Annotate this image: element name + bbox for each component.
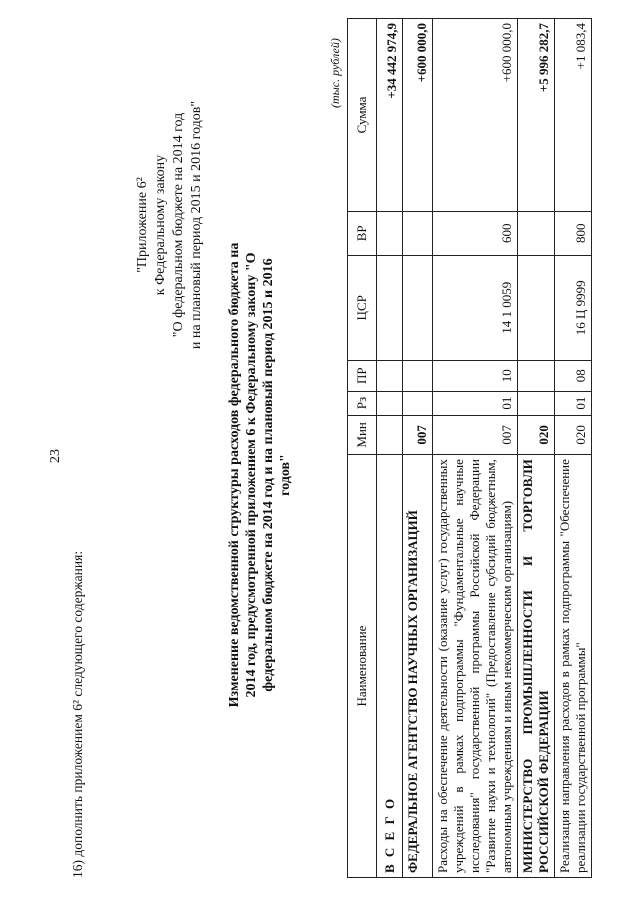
rotated-page — [48, 18, 618, 878]
document-title: Изменение ведомственной структуры расходов федерального бюджета на 2014 год, предусмотренной приложением 6 к Федеральному закону "О федеральном бюджете на 2014 год и на плановый период 2015 и 2016 годов" — [227, 242, 293, 708]
row-name: ФЕДЕРАЛЬНОЕ АГЕНТСТВО НАУЧНЫХ ОРГАНИЗАЦИЙ — [403, 455, 433, 878]
row-csr: 16 Ц 9999 — [555, 255, 592, 360]
table-row — [433, 19, 518, 878]
row-min: 007 — [433, 415, 518, 454]
col-header-vr: ВР — [348, 211, 377, 255]
row-name: Реализация направления расходов в рамках подпрограммы "Обеспечение реализации государственной программы" — [555, 455, 592, 878]
units-label: (тыс. рублей) — [328, 38, 342, 108]
appendix-line-3: "О федеральном бюджете на 2014 год — [171, 112, 186, 338]
col-header-min: Мин — [348, 415, 377, 454]
row-pr: 10 — [433, 360, 518, 391]
table-row — [377, 19, 403, 878]
row-vr: 800 — [555, 211, 592, 255]
row-rz: 01 — [555, 391, 592, 415]
table-row — [403, 19, 433, 878]
row-min — [377, 415, 403, 454]
row-rz — [518, 391, 555, 415]
row-vr — [403, 211, 433, 255]
table-row — [555, 19, 592, 878]
row-csr: 14 1 0059 — [433, 255, 518, 360]
row-sum: +600 000,0 — [433, 19, 518, 212]
row-min: 020 — [518, 415, 555, 454]
row-csr — [518, 255, 555, 360]
row-sum: +5 996 282,7 — [518, 19, 555, 212]
row-pr — [377, 360, 403, 391]
table-header-row — [348, 19, 377, 878]
row-min: 007 — [403, 415, 433, 454]
row-name: Расходы на обеспечение деятельности (оказание услуг) государственных учреждений в рамках подпрограммы "Фундаментальные научные исследования" государственной программы Российской Федерации "Развитие науки и технологий" (Предоставление субсидий бюджетным, автономным учреждениям и иным некоммерческим организациям) — [433, 455, 518, 878]
row-name: В С Е Г О — [377, 455, 403, 878]
row-rz: 01 — [433, 391, 518, 415]
appendix-line-4: и на плановый период 2015 и 2016 годов" — [189, 100, 204, 350]
row-pr — [403, 360, 433, 391]
row-csr — [377, 255, 403, 360]
row-sum: +1 083,4 — [555, 19, 592, 212]
row-pr: 08 — [555, 360, 592, 391]
row-sum: +600 000,0 — [403, 19, 433, 212]
row-pr — [518, 360, 555, 391]
row-min: 020 — [555, 415, 592, 454]
page-number: 23 — [48, 449, 63, 463]
row-sum: +34 442 974,9 — [377, 19, 403, 212]
row-vr: 600 — [433, 211, 518, 255]
table-row — [518, 19, 555, 878]
col-header-rz: Рз — [348, 391, 377, 415]
col-header-name: Наименование — [348, 455, 377, 878]
row-name: МИНИСТЕРСТВО ПРОМЫШЛЕННОСТИ И ТОРГОВЛИ РОССИЙСКОЙ ФЕДЕРАЦИИ — [518, 455, 555, 878]
row-rz — [403, 391, 433, 415]
col-header-pr: ПР — [348, 360, 377, 391]
col-header-sum: Сумма — [348, 19, 377, 212]
appendix-line-1: "Приложение 6² — [135, 177, 150, 273]
intro-text: 16) дополнить приложением 6² следующего содержания: — [70, 550, 85, 878]
col-header-csr: ЦСР — [348, 255, 377, 360]
appendix-line-2: к Федеральному закону — [153, 154, 168, 296]
expenditure-table — [347, 18, 592, 878]
row-vr — [518, 211, 555, 255]
row-rz — [377, 391, 403, 415]
appendix-header — [134, 40, 206, 410]
row-csr — [403, 255, 433, 360]
row-vr — [377, 211, 403, 255]
